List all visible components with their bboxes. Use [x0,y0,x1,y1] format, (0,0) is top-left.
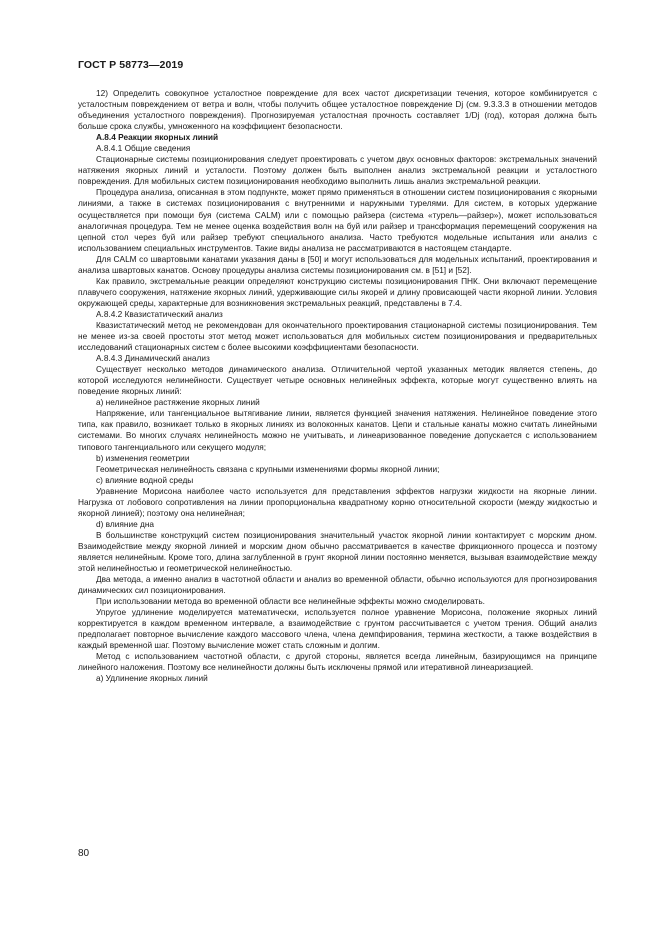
document-header: ГОСТ Р 58773—2019 [78,59,184,71]
paragraph: Квазистатический метод не рекомендован для окончательного проектирования стационарной системы позиционирования. Тем не менее из-за своей простоты этот метод может использоваться для мобильных систем позиционирования и предварительных исследований стационарных систем с более высокими коэффициентами безопасности. [78,319,597,353]
paragraph: При использовании метода во временной области все нелинейные эффекты можно смоделировать. [96,596,485,607]
paragraph: Стационарные системы позиционирования следует проектировать с учетом двух основных факторов: экстремальных значений натяжения якорных линий и усталости. Поэтому должен быть выполнен анализ экстремальной реакции и усталостного повреждения. Для мобильных систем позиционирования необходимо выполнить лишь анализ экстремальной реакции. [78,154,597,187]
paragraph: Существует несколько методов динамического анализа. Отличительной чертой указанных методик является степень, до которой исследуются нелинейности. Существует четыре основных нелинейных эффекта, которые могут существенно влиять на поведение якорных линий: [78,364,597,397]
paragraph: В большинстве конструкций систем позиционирования значительный участок якорной линии контактирует с морским дном. Взаимодействие между якорной линией и морским дном обычно рассматривается в качестве фрикционного процесса и поэтому является нелинейным. Кроме того, длина заглубленной в грунт якорной линии постоянно меняется, вызывая взаимодействие между этой нелинейностью и геометрической нелинейностью. [78,529,597,574]
paragraph: Уравнение Морисона наиболее часто используется для представления эффектов нагрузки жидкости на якорные линии. Нагрузка от лобового сопротивления на линии пропорциональна квадратному корню относительной скорости (между жидкостью и якорной линией); поэтому она нелинейная; [78,485,597,518]
page-number: 80 [78,848,90,859]
paragraph: Как правило, экстремальные реакции определяют конструкцию системы позиционирования ПНК. Они включают перемещение плавучего сооружения, натяжение якорных линий, удерживающие силы якорей и длину провисающей части якорной линии. Условия окружающей среды, характерные для возникновения экстремальных реакций, представлены в 7.4. [78,275,597,308]
document-body [78,88,597,685]
paragraph: Геометрическая нелинейность связана с крупными изменениями формы якорной линии; [96,463,440,474]
paragraph: Упругое удлинение моделируется математически, используется полное уравнение Морисона, положение якорных линий корректируется в каждом временном интервале, а взаимодействие с грунтом рассчитывается с учетом трения. Общий анализ предполагает повторное вычисление каждого массового члена, члена демпфирования, термина жесткости, а также воздействия в каждый временной шаг. Поэтому вычисление может стать сложным и долгим. [78,607,597,651]
paragraph: Процедура анализа, описанная в этом подпункте, может прямо применяться в отношении систем позиционирования с якорными линиями, а также в системах позиционирования с внутренними и наружными турелями. Для систем, в которых удержание осуществляется при помощи буя (система CALM) или с помощью райзера (система «турель—райзер»), может использоваться аналогичная процедура. Тем не менее оценка воздействия волн на буй или райзер и трансформация перемещений сооружения на цепной стол через буй или райзер требуют специального анализа. Часто требуются модельные испытания или анализ с использованием специальных инструментов. Такие виды анализа не рассматриваются в настоящем стандарте. [78,187,597,253]
paragraph: Два метода, а именно анализ в частотной области и анализ во временной области, обычно используются для прогнозирования динамических сил позиционирования. [78,574,597,596]
paragraph: d) влияние дна [96,518,155,529]
section-heading: А.8.4 Реакции якорных линий [96,132,219,143]
paragraph: с) влияние водной среды [96,474,194,485]
paragraph: А.8.4.1 Общие сведения [96,143,191,154]
paragraph: А.8.4.3 Динамический анализ [96,353,210,364]
paragraph: а) Удлинение якорных линий [96,673,208,684]
paragraph: а) нелинейное растяжение якорных линий [96,397,260,408]
paragraph: Для CALM со швартовыми канатами указания даны в [50] и могут использоваться для модельных испытаний, проектирования и анализа швартовых канатов. Основу процедуры анализа системы позиционирования см. в [51] и [52]. [78,253,597,275]
paragraph: Напряжение, или тангенциальное вытягивание линии, является функцией значения натяжения. Нелинейное поведение этого типа, как правило, возникает только в якорных линиях из волоконных канатов. Цепи и стальные канаты можно считать линейными системами. Во многих случаях нелинейность можно не учитывать, и линеаризованное поведение допускается с использованием типового тангенциального или секущего модуля; [78,408,597,452]
paragraph: А.8.4.2 Квазистатический анализ [96,308,223,319]
paragraph: b) изменения геометрии [96,452,190,463]
paragraph: 12) Определить совокупное усталостное повреждение для всех частот дискретизации течения, которое комбинируется с усталостным повреждением от ветра и волн, чтобы получить общее усталостное повреждение Dj (см. 9.3.3.3 в отношении методов объединения усталостного повреждения). Прогнозируемая усталостная прочность составляет 1/Dj (год), которая должна быть больше срока службы, умноженного на коэффициент безопасности. [78,88,597,132]
paragraph: Метод с использованием частотной области, с другой стороны, является всегда линейным, базирующимся на принципе линейного наложения. Поэтому все нелинейности должны быть исключены прямой или итеративной линеаризацией. [78,651,597,673]
